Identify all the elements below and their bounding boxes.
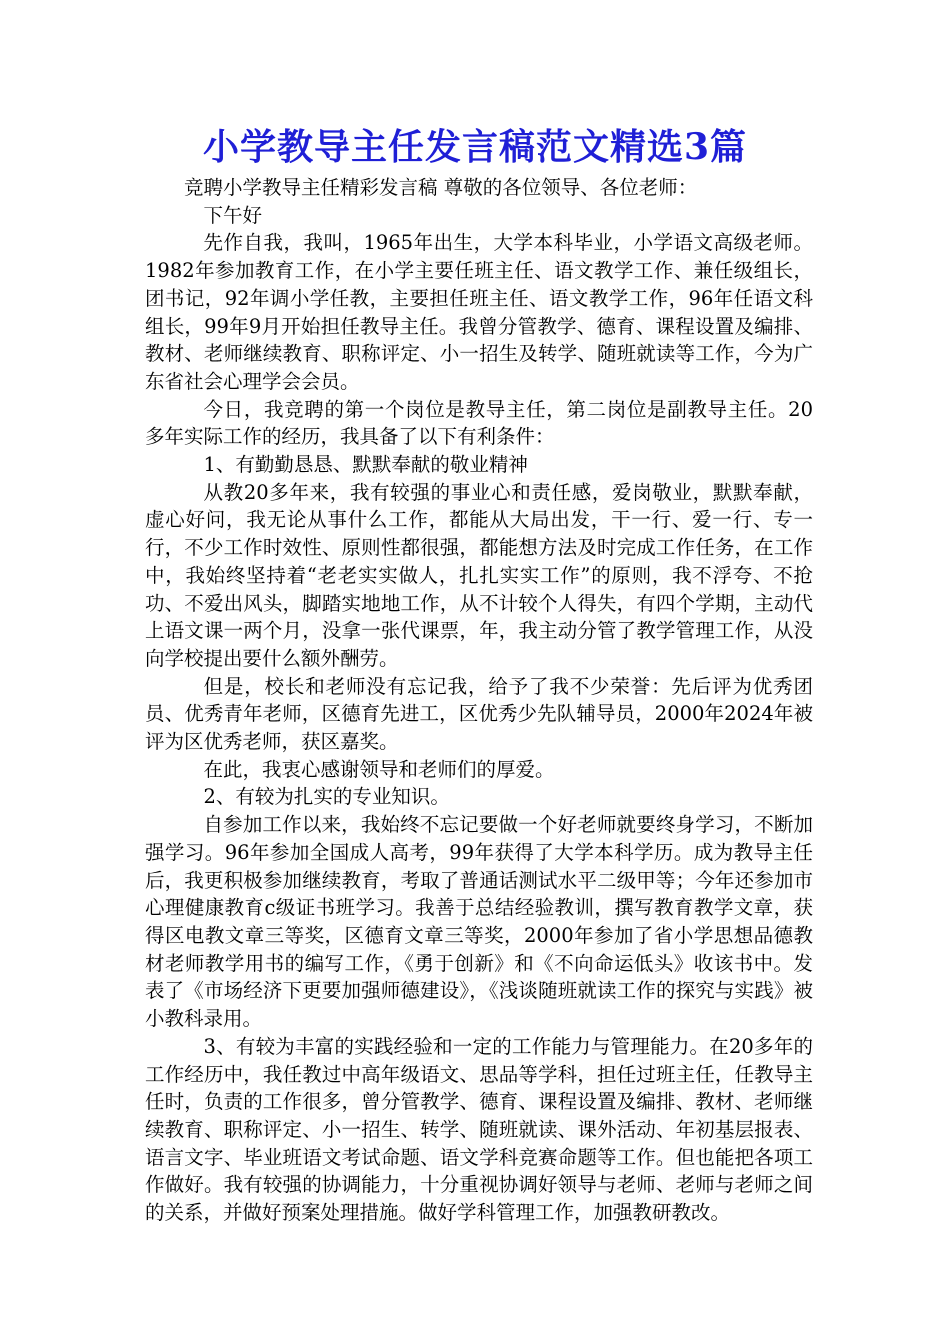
- paragraph: 但是，校长和老师没有忘记我，给予了我不少荣誉：先后评为优秀团员、优秀青年老师，区德育先进工，区优秀少先队辅导员，2000年2024年被评为区优秀老师，获区嘉奖。: [145, 674, 813, 754]
- document-body: [145, 174, 813, 1227]
- document-title: 小学教导主任发言稿范文精选3篇: [202, 126, 748, 168]
- section-heading: 1、有勤勤恳恳、默默奉献的敬业精神: [203, 453, 528, 477]
- paragraph: 下午好: [203, 203, 263, 227]
- paragraph: 从教20多年来，我有较强的事业心和责任感，爱岗敬业，默默奉献，虚心好问，我无论从事什么工作，都能从大局出发，干一行、爱一行、专一行，不少工作时效性、原则性都很强，都能想方法及时完成工作任务，在工作中，我始终坚持着“老老实实做人，扎扎实实工作”的原则，我不浮夸、不抢功、不爱出风头，脚踏实地地工作，从不计较个人得失，有四个学期，主动代上语文课一两个月，没拿一张代课票，年，我主动分管了教学管理工作，从没向学校提出要什么额外酬劳。: [145, 480, 813, 670]
- paragraph: 今日，我竞聘的第一个岗位是教导主任，第二岗位是副教导主任。20多年实际工作的经历，我具备了以下有利条件：: [145, 397, 813, 449]
- paragraph: 先作自我，我叫，1965年出生，大学本科毕业，小学语文高级老师。1982年参加教育工作，在小学主要任班主任、语文教学工作、兼任级组长，团书记，92年调小学任教，主要担任班主任、语文教学工作，96年任语文科组长，99年9月开始担任教导主任。我曾分管教学、德育、课程设置及编排、教材、老师继续教育、职称评定、小一招生及转学、随班就读等工作，今为广东省社会心理学会会员。: [145, 231, 813, 393]
- section-heading: 2、有较为扎实的专业知识。: [203, 785, 450, 809]
- paragraph: 3、有较为丰富的实践经验和一定的工作能力与管理能力。在20多年的工作经历中，我任教过中高年级语文、思品等学科，担任过班主任，任教导主任时，负责的工作很多，曾分管教学、德育、课程设置及编排、教材、老师继续教育、职称评定、小一招生、转学、随班就读、课外活动、年初基层报表、语言文字、毕业班语文考试命题、语文学科竞赛命题等工作。但也能把各项工作做好。我有较强的协调能力，十分重视协调好领导与老师、老师与老师之间的关系，并做好预案处理措施。做好学科管理工作，加强教研教改。: [145, 1034, 813, 1225]
- paragraph: 自参加工作以来，我始终不忘记要做一个好老师就要终身学习，不断加强学习。96年参加全国成人高考，99年获得了大学本科学历。成为教导主任后，我更积极参加继续教育，考取了普通话测试水平二级甲等；今年还参加市心理健康教育c级证书班学习。我善于总结经验教训，撰写教育教学文章，获得区电教文章三等奖，区德育文章三等奖，2000年参加了省小学思想品德教材老师教学用书的编写工作，《勇于创新》和《不向命运低头》收该书中。发表了《市场经济下更要加强师德建设》，《浅谈随班就读工作的探究与实践》被小教科录用。: [145, 813, 813, 1031]
- paragraph: 竞聘小学教导主任精彩发言稿 尊敬的各位领导、各位老师：: [184, 176, 698, 199]
- paragraph: 在此，我衷心感谢领导和老师们的厚爱。: [203, 757, 555, 781]
